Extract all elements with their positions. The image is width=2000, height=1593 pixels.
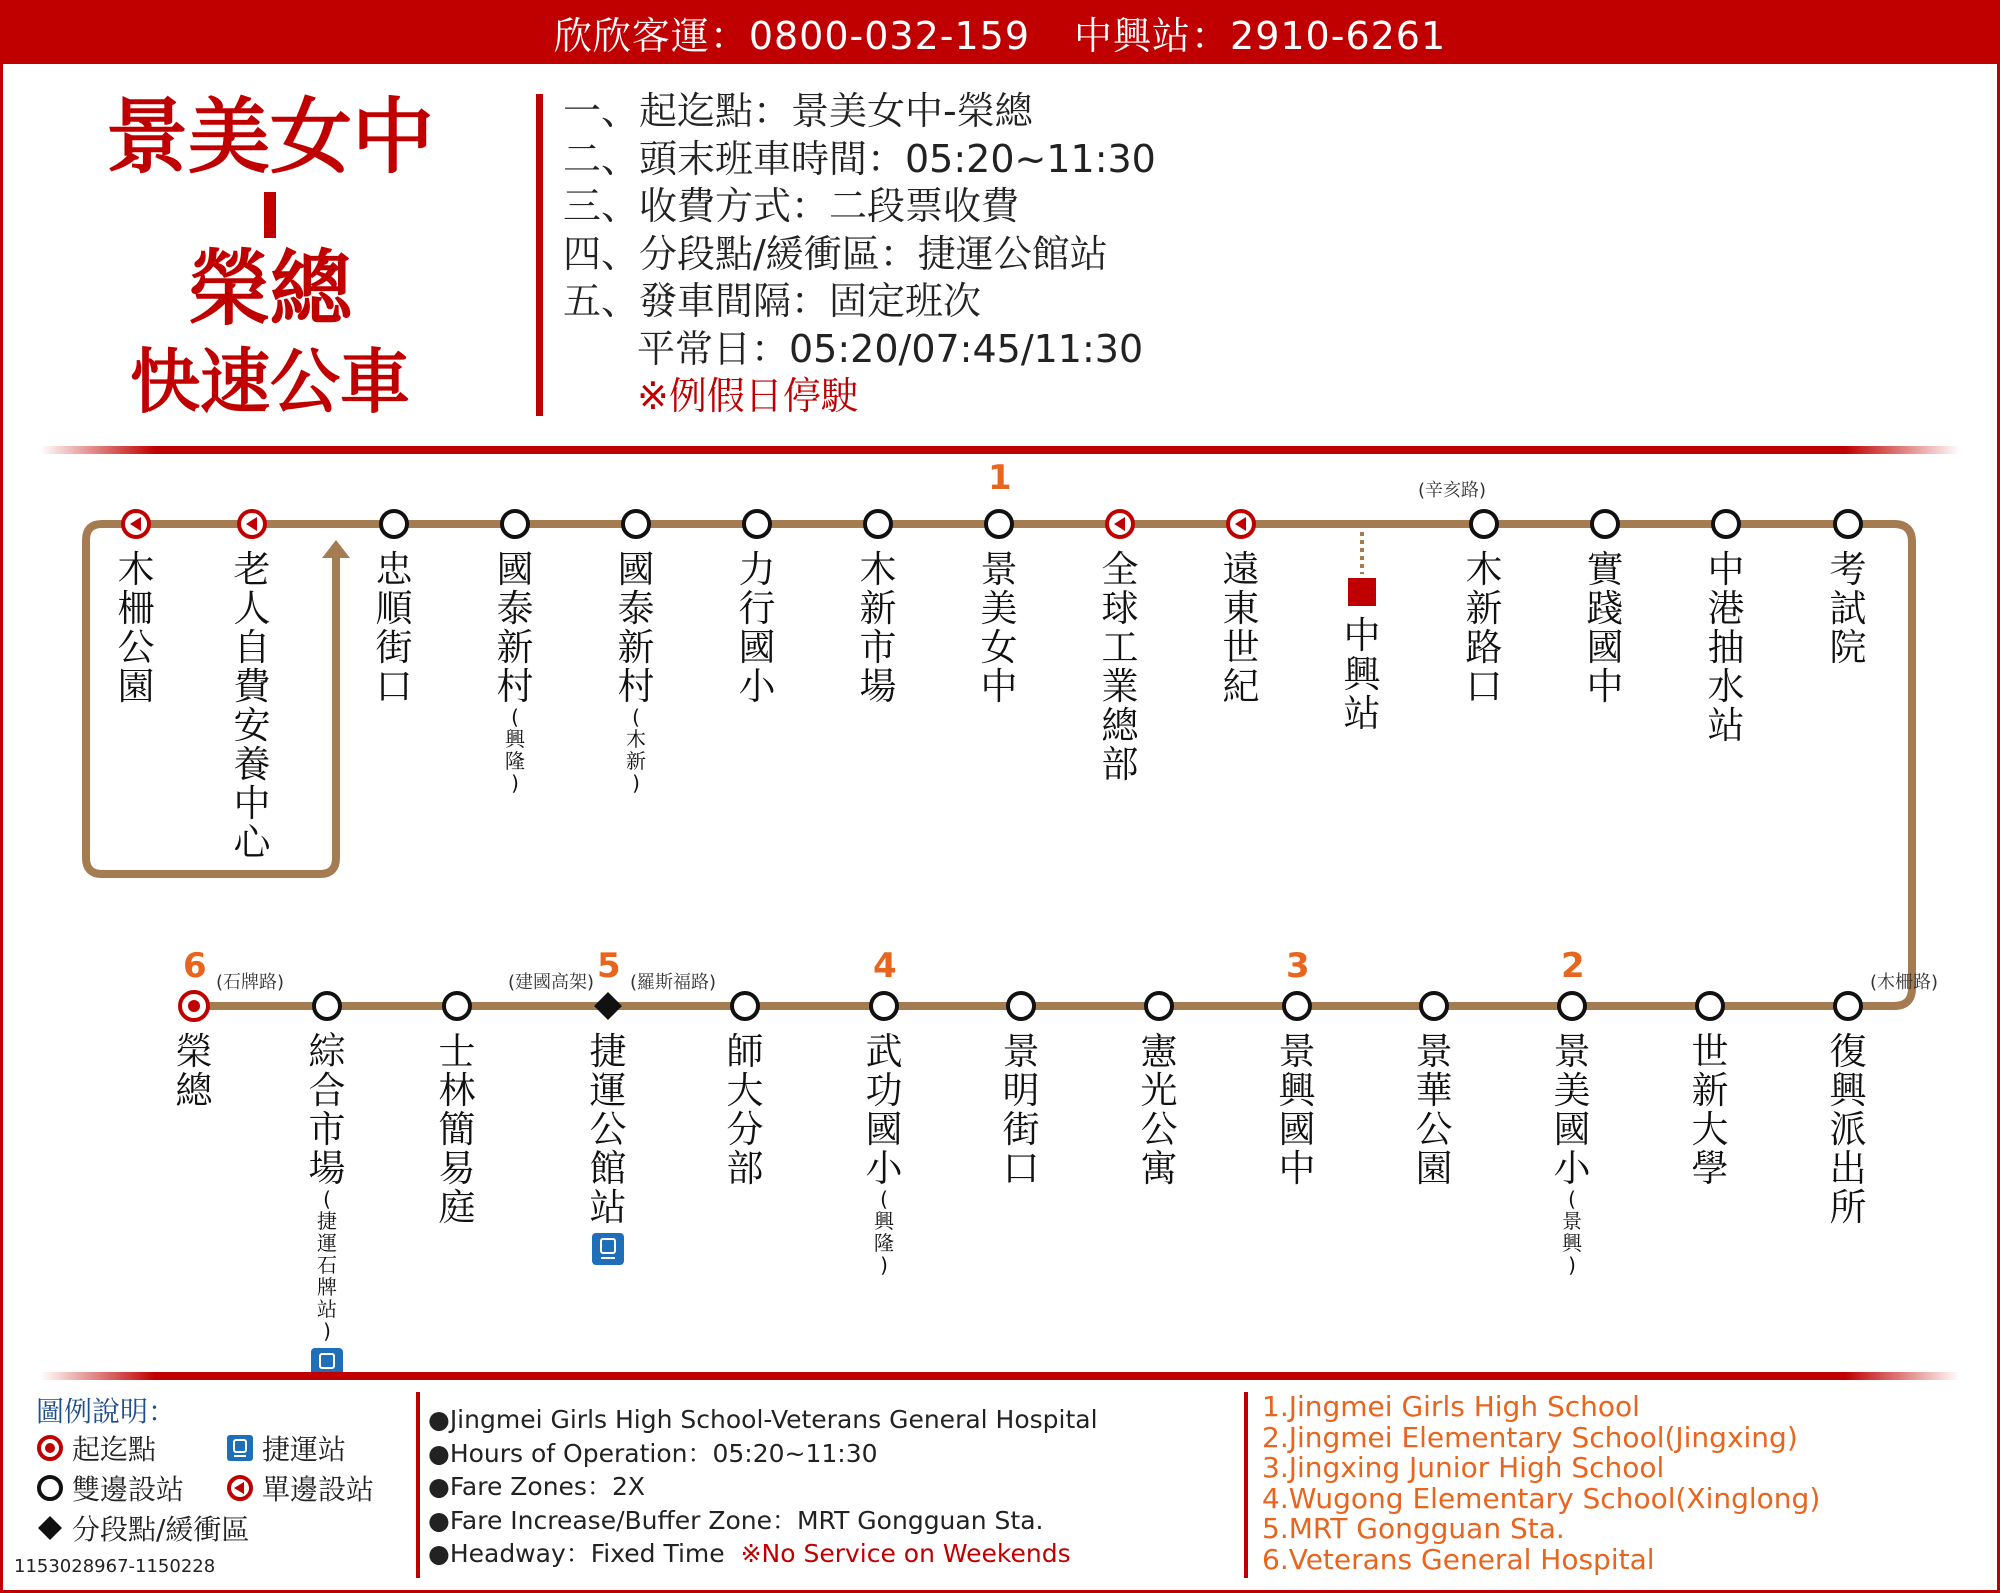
- stop-top-11-road: (辛亥路): [1418, 480, 1487, 501]
- info-weekend-notice: ※例假日停駛: [637, 374, 859, 418]
- stop-en-4: 4.Wugong Elementary School(Xinglong): [1262, 1481, 1821, 1515]
- stop-bottom-1-marker: [314, 993, 340, 1019]
- stop-top-5-marker: [744, 511, 770, 537]
- stop-bottom-2-label: 士 林 簡 易 庭: [438, 1030, 476, 1229]
- en-buffer: ●Fare Increase/Buffer Zone：MRT Gongguan Sta.: [428, 1505, 1044, 1535]
- stop-en-5: 5.MRT Gongguan Sta.: [1262, 1512, 1565, 1545]
- stop-en-2: 2.Jingmei Elementary School(Jingxing): [1262, 1420, 1798, 1454]
- both-side-icon: [36, 1474, 64, 1502]
- stop-bottom-2-marker: [444, 993, 470, 1019]
- info-interval: 五、發車間隔：固定班次: [563, 279, 982, 323]
- legend-single: 單邊設站: [226, 1468, 374, 1508]
- stop-bottom-1-label: 綜 合 市 場 ( 捷 運 石 牌 站 ): [308, 1030, 346, 1343]
- stop-top-13-marker: [1713, 511, 1739, 537]
- stop-bottom-4-marker: [732, 993, 758, 1019]
- stop-bottom-9-label: 景 華 公 園: [1415, 1030, 1453, 1190]
- stop-bottom-3-mrt-icon: [592, 1233, 624, 1265]
- stop-top-11-label: 木 新 路 口: [1465, 548, 1503, 708]
- stop-bottom-3-number: 5: [597, 946, 621, 986]
- stop-bottom-0-label: 榮 總: [175, 1030, 213, 1112]
- stop-bottom-6-label: 景 明 街 口: [1002, 1030, 1040, 1190]
- stop-top-10-label: 中 興 站: [1343, 614, 1381, 735]
- stop-top-6-marker: [865, 511, 891, 537]
- loop-arrow-head: [322, 540, 350, 558]
- stop-bottom-0-road: (石牌路): [216, 972, 285, 993]
- en-hours: ●Hours of Operation：05:20~11:30: [428, 1438, 878, 1468]
- legend-zone: 分段點/緩衝區: [36, 1508, 249, 1548]
- stop-top-4-label: 國 泰 新 村 ( 木 新 ): [617, 548, 655, 795]
- info-endpoints: 一、起迄點：景美女中-榮總: [563, 89, 1033, 133]
- english-info: [428, 1403, 1098, 1571]
- stop-top-1-label: 老 人 自 費 安 養 中 心: [233, 548, 271, 864]
- route-destination: 榮總: [187, 242, 352, 337]
- stop-bottom-3-marker: [594, 992, 622, 1020]
- stop-en-3: 3.Jingxing Junior High School: [1262, 1451, 1665, 1484]
- en-route: ●Jingmei Girls High School-Veterans General Hospital: [428, 1405, 1098, 1434]
- stop-top-14-marker: [1835, 511, 1861, 537]
- stop-top-5-label: 力 行 國 小: [738, 548, 776, 708]
- stop-top-2-marker: [381, 511, 407, 537]
- stop-bottom-9-marker: [1421, 993, 1447, 1019]
- info-fare: 三、收費方式：二段票收費: [563, 184, 1020, 228]
- stop-bottom-0-number: 6: [183, 946, 207, 986]
- stop-bottom-10-label: 景 美 國 小 ( 景 興 ): [1553, 1030, 1591, 1277]
- stop-top-0-label: 木 柵 公 園: [117, 548, 155, 708]
- stop-bottom-0-marker-dot: [188, 1000, 200, 1012]
- stop-bottom-10-number: 2: [1561, 946, 1585, 986]
- stop-en-6: 6.Veterans General Hospital: [1262, 1542, 1655, 1576]
- stop-en-1: 1.Jingmei Girls High School: [1262, 1390, 1640, 1423]
- legend-divider: [416, 1392, 420, 1578]
- route-line: [194, 524, 1912, 1006]
- stop-bottom-11-label: 世 新 大 學: [1691, 1030, 1729, 1190]
- stop-bottom-6-marker: [1008, 993, 1034, 1019]
- stop-top-7-marker: [986, 511, 1012, 537]
- document-code: 1153028967-1150228: [14, 1556, 216, 1577]
- operator-phone: 欣欣客運：0800-032-159: [553, 13, 1031, 58]
- stop-bottom-4-label: 師 大 分 部: [726, 1030, 764, 1190]
- stop-bottom-11-marker: [1697, 993, 1723, 1019]
- stop-top-7-label: 景 美 女 中: [980, 548, 1018, 708]
- info-buffer: 四、分段點/緩衝區：捷運公館站: [563, 231, 1108, 276]
- legend-mrt: 捷運站: [226, 1428, 346, 1468]
- stop-bottom-8-marker: [1284, 993, 1310, 1019]
- english-divider: [1244, 1392, 1248, 1578]
- stop-bottom-12-road: (木柵路): [1870, 972, 1939, 993]
- stop-top-9-label: 遠 東 世 紀: [1222, 548, 1260, 708]
- stop-top-3-label: 國 泰 新 村 ( 興 隆 ): [496, 548, 534, 795]
- stop-top-14-label: 考 試 院: [1829, 548, 1867, 669]
- stop-top-7-number: 1: [988, 458, 1012, 498]
- stop-top-2-label: 忠 順 街 口: [375, 548, 413, 708]
- route-origin: 景美女中: [105, 90, 434, 185]
- stop-bottom-5-number: 4: [873, 946, 897, 986]
- stop-bottom-7-marker: [1146, 993, 1172, 1019]
- stop-top-8-label: 全 球 工 業 總 部: [1101, 548, 1139, 786]
- stop-bottom-3-road-left: (建國高架): [508, 972, 595, 993]
- legend-terminal: 起迄點: [36, 1428, 156, 1468]
- station-phone: 中興站：2910-6261: [1074, 13, 1447, 58]
- stop-bottom-3-road: (羅斯福路): [630, 972, 717, 993]
- stop-bottom-3-label: 捷 運 公 館 站: [589, 1030, 627, 1229]
- en-weekend-notice: ※No Service on Weekends: [740, 1539, 1071, 1568]
- bottom-separator: [40, 1372, 1960, 1380]
- numbered-stops-en: [1262, 1392, 1820, 1575]
- mrt-icon: [226, 1434, 254, 1462]
- stop-bottom-5-marker: [871, 993, 897, 1019]
- stop-top-3-marker: [502, 511, 528, 537]
- zone-diamond-icon: [36, 1514, 64, 1542]
- en-headway: ●Headway：Fixed Time ※No Service on Weekends: [428, 1539, 1071, 1568]
- info-weekday-times: 平常日：05:20/07:45/11:30: [637, 326, 1144, 371]
- stop-top-12-label: 實 踐 國 中: [1586, 548, 1624, 708]
- stop-top-4-marker: [623, 511, 649, 537]
- legend-title: 圖例說明：: [36, 1395, 177, 1428]
- stop-top-12-marker: [1592, 511, 1618, 537]
- single-side-icon: [226, 1474, 254, 1502]
- stop-top-10-marker: [1348, 578, 1376, 606]
- terminal-icon: [36, 1434, 64, 1462]
- stop-bottom-8-number: 3: [1286, 946, 1310, 986]
- stop-bottom-7-label: 憲 光 公 寓: [1140, 1030, 1178, 1190]
- route-type: 快速公車: [130, 341, 410, 423]
- stop-bottom-5-label: 武 功 國 小 ( 興 隆 ): [865, 1030, 903, 1277]
- info-hours: 二、頭末班車時間：05:20~11:30: [563, 136, 1156, 181]
- stop-bottom-12-marker: [1835, 993, 1861, 1019]
- stop-top-11-marker: [1471, 511, 1497, 537]
- stop-bottom-10-marker: [1559, 993, 1585, 1019]
- stop-bottom-12-label: 復 興 派 出 所: [1829, 1030, 1867, 1229]
- en-fare: ●Fare Zones：2X: [428, 1472, 645, 1501]
- legend-both: 雙邊設站: [36, 1468, 184, 1508]
- stop-bottom-8-label: 景 興 國 中: [1278, 1030, 1316, 1190]
- stop-top-13-label: 中 港 抽 水 站: [1707, 548, 1745, 747]
- stop-top-6-label: 木 新 市 場: [859, 548, 897, 708]
